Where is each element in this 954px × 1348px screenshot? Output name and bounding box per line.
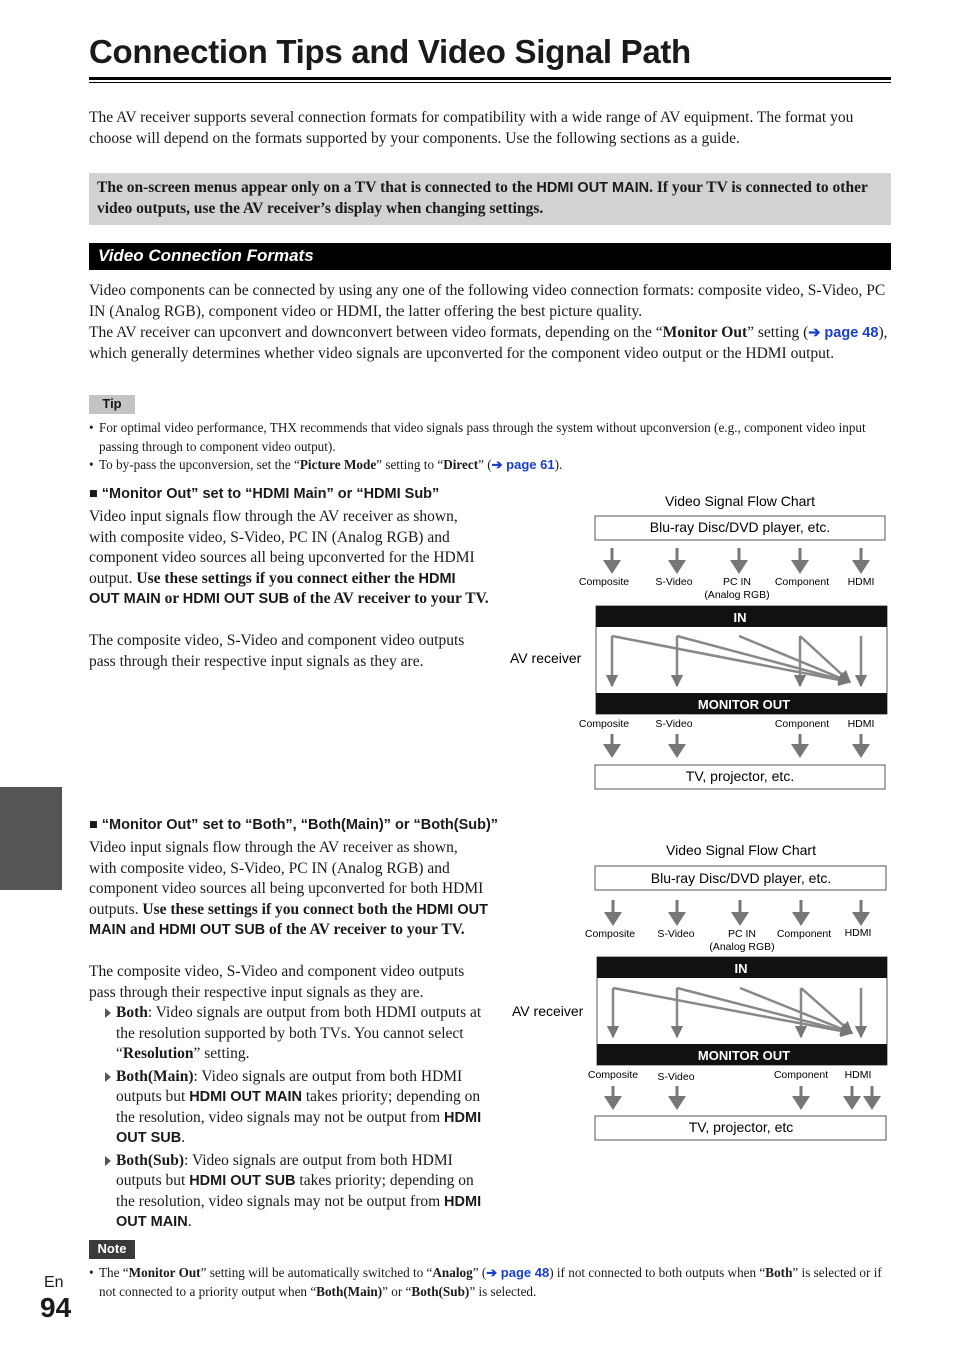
chart1-out-label: MONITOR OUT [697, 697, 791, 712]
chart1-in-label: IN [733, 610, 747, 625]
b2-p1-term1: HDMI OUT MAIN [89, 901, 488, 938]
section-para1: Video components can be connected by using any one of the following video connection formats: composite video, S-Video, PC IN (Analog RGB), component video or HDMI, the latter offering the best picture quality. [89, 282, 886, 320]
chart1-in-svideo: S-Video [655, 576, 693, 588]
note-term2: Analog [432, 1265, 473, 1280]
note-term5: Both(Sub) [411, 1284, 470, 1299]
section-title: Video Connection Formats [98, 246, 314, 265]
note-d: ) if not connected to both outputs when “ [549, 1265, 766, 1280]
tip-b2-term1: Picture Mode [299, 457, 377, 472]
page-number: 94 [40, 1292, 72, 1323]
note-bullet: • The “Monitor Out” setting will be automatically switched to “Analog” (➔ page 48) if not connected to both outputs when “Both” is selected or if not connected to a priority output when “Both(Main)” or “Both(Sub)” is selected. [89, 1263, 889, 1303]
page-title: Connection Tips and Video Signal Path [89, 33, 691, 70]
mode-both-text-b: ” setting. [193, 1045, 250, 1062]
note-c: ” ( [472, 1265, 487, 1280]
notice-part2: . If your TV is connected to other video outputs, use the AV receiver’s display when changing settings. [97, 179, 868, 217]
para2-c: ), which generally determines whether video signals are upconverted for the component video output or the HDMI output. [89, 324, 888, 362]
mode-main-text-c: . [181, 1129, 186, 1146]
note-b: ” setting will be automatically switched to “ [200, 1265, 433, 1280]
title-rule-thin [89, 82, 891, 83]
mode-item-both-main [105, 1067, 490, 1149]
note-page-48-link[interactable]: ➔ page 48 [486, 1265, 550, 1280]
chart1-out-composite: Composite [578, 718, 630, 730]
chart2-out-label: MONITOR OUT [697, 1048, 791, 1063]
mode-item-both-sub [105, 1151, 490, 1233]
note-term4: Both(Main) [316, 1284, 383, 1299]
chart1-in-composite: Composite [578, 576, 630, 588]
note-term1: Monitor Out [128, 1265, 201, 1280]
chart2-in-pcin: PC IN [727, 928, 757, 940]
mode-sub-text-c: . [187, 1213, 192, 1230]
chart2-in-svideo: S-Video [657, 928, 695, 940]
mode-sub-term: Both(Sub) [116, 1151, 185, 1169]
note-label: Note [89, 1240, 135, 1259]
tip-bullet-2-text [99, 455, 889, 474]
tip-b2-a: To by-pass the upconversion, set the “ [99, 457, 300, 472]
block2-para2: The composite video, S-Video and component video outputs pass through their respective input signals as they are. [89, 963, 465, 1001]
para2-a: The AV receiver can upconvert and downconvert between video formats, depending on the “ [89, 324, 663, 341]
section-header [89, 243, 891, 270]
b2-p1-a: Video input signals flow through the AV receiver as shown, with composite video, S-Video, PC IN (Analog RGB) and component video sources all being upconverted for both HDMI outputs. [89, 839, 484, 918]
notice-box [89, 173, 891, 225]
b1-p1-bold: Use these settings if you connect either the [136, 569, 419, 587]
chart1-destination: TV, projector, etc. [685, 768, 795, 784]
tip-bullet-1-text: For optimal video performance, THX recommends that video signals pass through the system without upconversion (e.g., component video input passing through to component video output). [99, 420, 866, 454]
chart2-out-hdmi: HDMI [844, 1069, 872, 1081]
chart1-receiver-label: AV receiver [510, 650, 582, 666]
flow-chart-1 [500, 488, 900, 793]
chart1-output-arrows [603, 734, 870, 758]
mode-list [105, 1003, 490, 1235]
flow-chart-2 [500, 838, 900, 1144]
note-g: ” is selected. [469, 1284, 537, 1299]
note-term3: Both [765, 1265, 793, 1280]
chart1-input-arrows [603, 548, 870, 574]
chart1-out-svideo: S-Video [655, 718, 693, 730]
chart2-in-hdmi: HDMI [844, 927, 872, 939]
chart2-in-component: Component [776, 928, 832, 940]
chart1-in-pcin: PC IN [722, 576, 752, 588]
chapter-tab [0, 787, 62, 890]
mode-both-term2: Resolution [122, 1045, 194, 1062]
chart2-destination: TV, projector, etc [688, 1119, 794, 1135]
mode-main-text-a: : Video signals are output from both HDMI outputs but [116, 1067, 463, 1105]
chart2-in-analog-rgb: (Analog RGB) [709, 941, 775, 953]
b1-p1-term1: HDMI OUT MAIN [89, 570, 456, 607]
page-61-link[interactable]: ➔ page 61 [491, 457, 555, 472]
chart1-source: Blu-ray Disc/DVD player, etc. [649, 519, 831, 535]
chart1-out-component: Component [774, 718, 830, 730]
b1-p1-term2: HDMI OUT SUB [182, 591, 290, 607]
block2-heading: ■ “Monitor Out” set to “Both”, “Both(Main)” or “Both(Sub)” [89, 817, 499, 833]
tip-b2-term2: Direct [443, 457, 479, 472]
title-rule [89, 77, 891, 80]
chart1-in-component: Component [774, 576, 830, 588]
block2-para1 [89, 838, 489, 941]
page-48-link[interactable]: ➔ page 48 [808, 325, 879, 341]
note-f: ” or “ [382, 1284, 412, 1299]
chart2-out-composite: Composite [587, 1069, 639, 1081]
chart1-in-hdmi: HDMI [847, 576, 875, 588]
tip-b2-d: ). [554, 457, 563, 472]
b1-p1-or: or [160, 590, 183, 607]
b2-p1-bold: Use these settings if you connect both the [142, 900, 417, 918]
chart2-output-arrows [604, 1086, 881, 1110]
mode-sub-term3: HDMI OUT MAIN [116, 1193, 482, 1230]
mode-main-term: Both(Main) [116, 1067, 194, 1085]
b1-p1-end: of the AV receiver to your TV. [289, 590, 489, 607]
chart2-receiver-label: AV receiver [512, 1003, 584, 1019]
block1-para1 [89, 507, 489, 610]
intro-paragraph: The AV receiver supports several connection formats for compatibility with a wide range of AV equipment. The format you choose will depend on the formats supported by your components. Use the following sections as a guide. [89, 109, 854, 147]
mode-main-text-b: takes priority; depending on the resolution, video signals may not be output from [116, 1088, 481, 1126]
mode-sub-text-a: : Video signals are output from both HDMI outputs but [116, 1151, 453, 1189]
chart1-in-analog-rgb: (Analog RGB) [704, 589, 770, 601]
para2-term: Monitor Out [662, 324, 748, 341]
mode-both-term: Both [116, 1004, 148, 1021]
notice-part1: The on-screen menus appear only on a TV that is connected to the [97, 179, 537, 196]
b1-p1-a: Video input signals flow through the AV receiver as shown, with composite video, S-Video, PC IN (Analog RGB) and component video sources all being upconverted for the HDMI output. [89, 508, 475, 587]
tip-b2-c: ” ( [478, 457, 492, 472]
chart2-out-component: Component [773, 1069, 829, 1081]
block1-heading: ■ “Monitor Out” set to “HDMI Main” or “HDMI Sub” [89, 486, 440, 502]
b2-p1-end: of the AV receiver to your TV. [265, 921, 465, 938]
tip-bullet-1: • For optimal video performance, THX recommends that video signals pass through the system without upconversion (e.g., component video input passing through to component video output). [89, 418, 889, 456]
tip-bullet-2: • To by-pass the upconversion, set the “Picture Mode” setting to “Direct” (➔ page 61). [89, 455, 889, 475]
notice-term: HDMI OUT MAIN [536, 180, 650, 196]
chart2-in-label: IN [734, 961, 748, 976]
mode-main-term3: HDMI OUT SUB [116, 1109, 482, 1146]
mode-item-both [105, 1003, 490, 1065]
mode-both-text-a: : Video signals are output from both HDMI outputs at the resolution supported by both TVs. You cannot select “ [116, 1004, 482, 1062]
tip-label: Tip [89, 395, 135, 414]
tip-b2-b: ” setting to “ [376, 457, 444, 472]
mode-sub-text-b: takes priority; depending on the resolution, video signals may not be output from [116, 1172, 474, 1210]
chart2-source: Blu-ray Disc/DVD player, etc. [650, 870, 832, 886]
chart1-out-hdmi: HDMI [847, 718, 875, 730]
block1-para2: The composite video, S-Video and component video outputs pass through their respective input signals as they are. [89, 632, 465, 670]
chart1-caption: Video Signal Flow Chart [665, 493, 815, 509]
chart2-caption: Video Signal Flow Chart [666, 842, 816, 858]
para2-b: ” setting ( [747, 324, 809, 341]
chart2-input-arrows [604, 900, 870, 926]
note-e: ” is selected or if not connected to a priority output when “ [99, 1265, 882, 1299]
note-a: The “ [99, 1265, 129, 1280]
chart2-in-composite: Composite [584, 928, 636, 940]
chart2-out-svideo: S-Video [657, 1071, 695, 1083]
note-text [99, 1263, 889, 1301]
notice-text [97, 178, 887, 219]
page-language: En [44, 1274, 64, 1291]
mode-main-term2: HDMI OUT MAIN [189, 1089, 302, 1105]
b2-p1-term2: HDMI OUT SUB [158, 922, 266, 938]
mode-sub-term2: HDMI OUT SUB [189, 1173, 296, 1189]
section-para2 [89, 323, 894, 364]
b2-p1-and: and [126, 921, 159, 938]
